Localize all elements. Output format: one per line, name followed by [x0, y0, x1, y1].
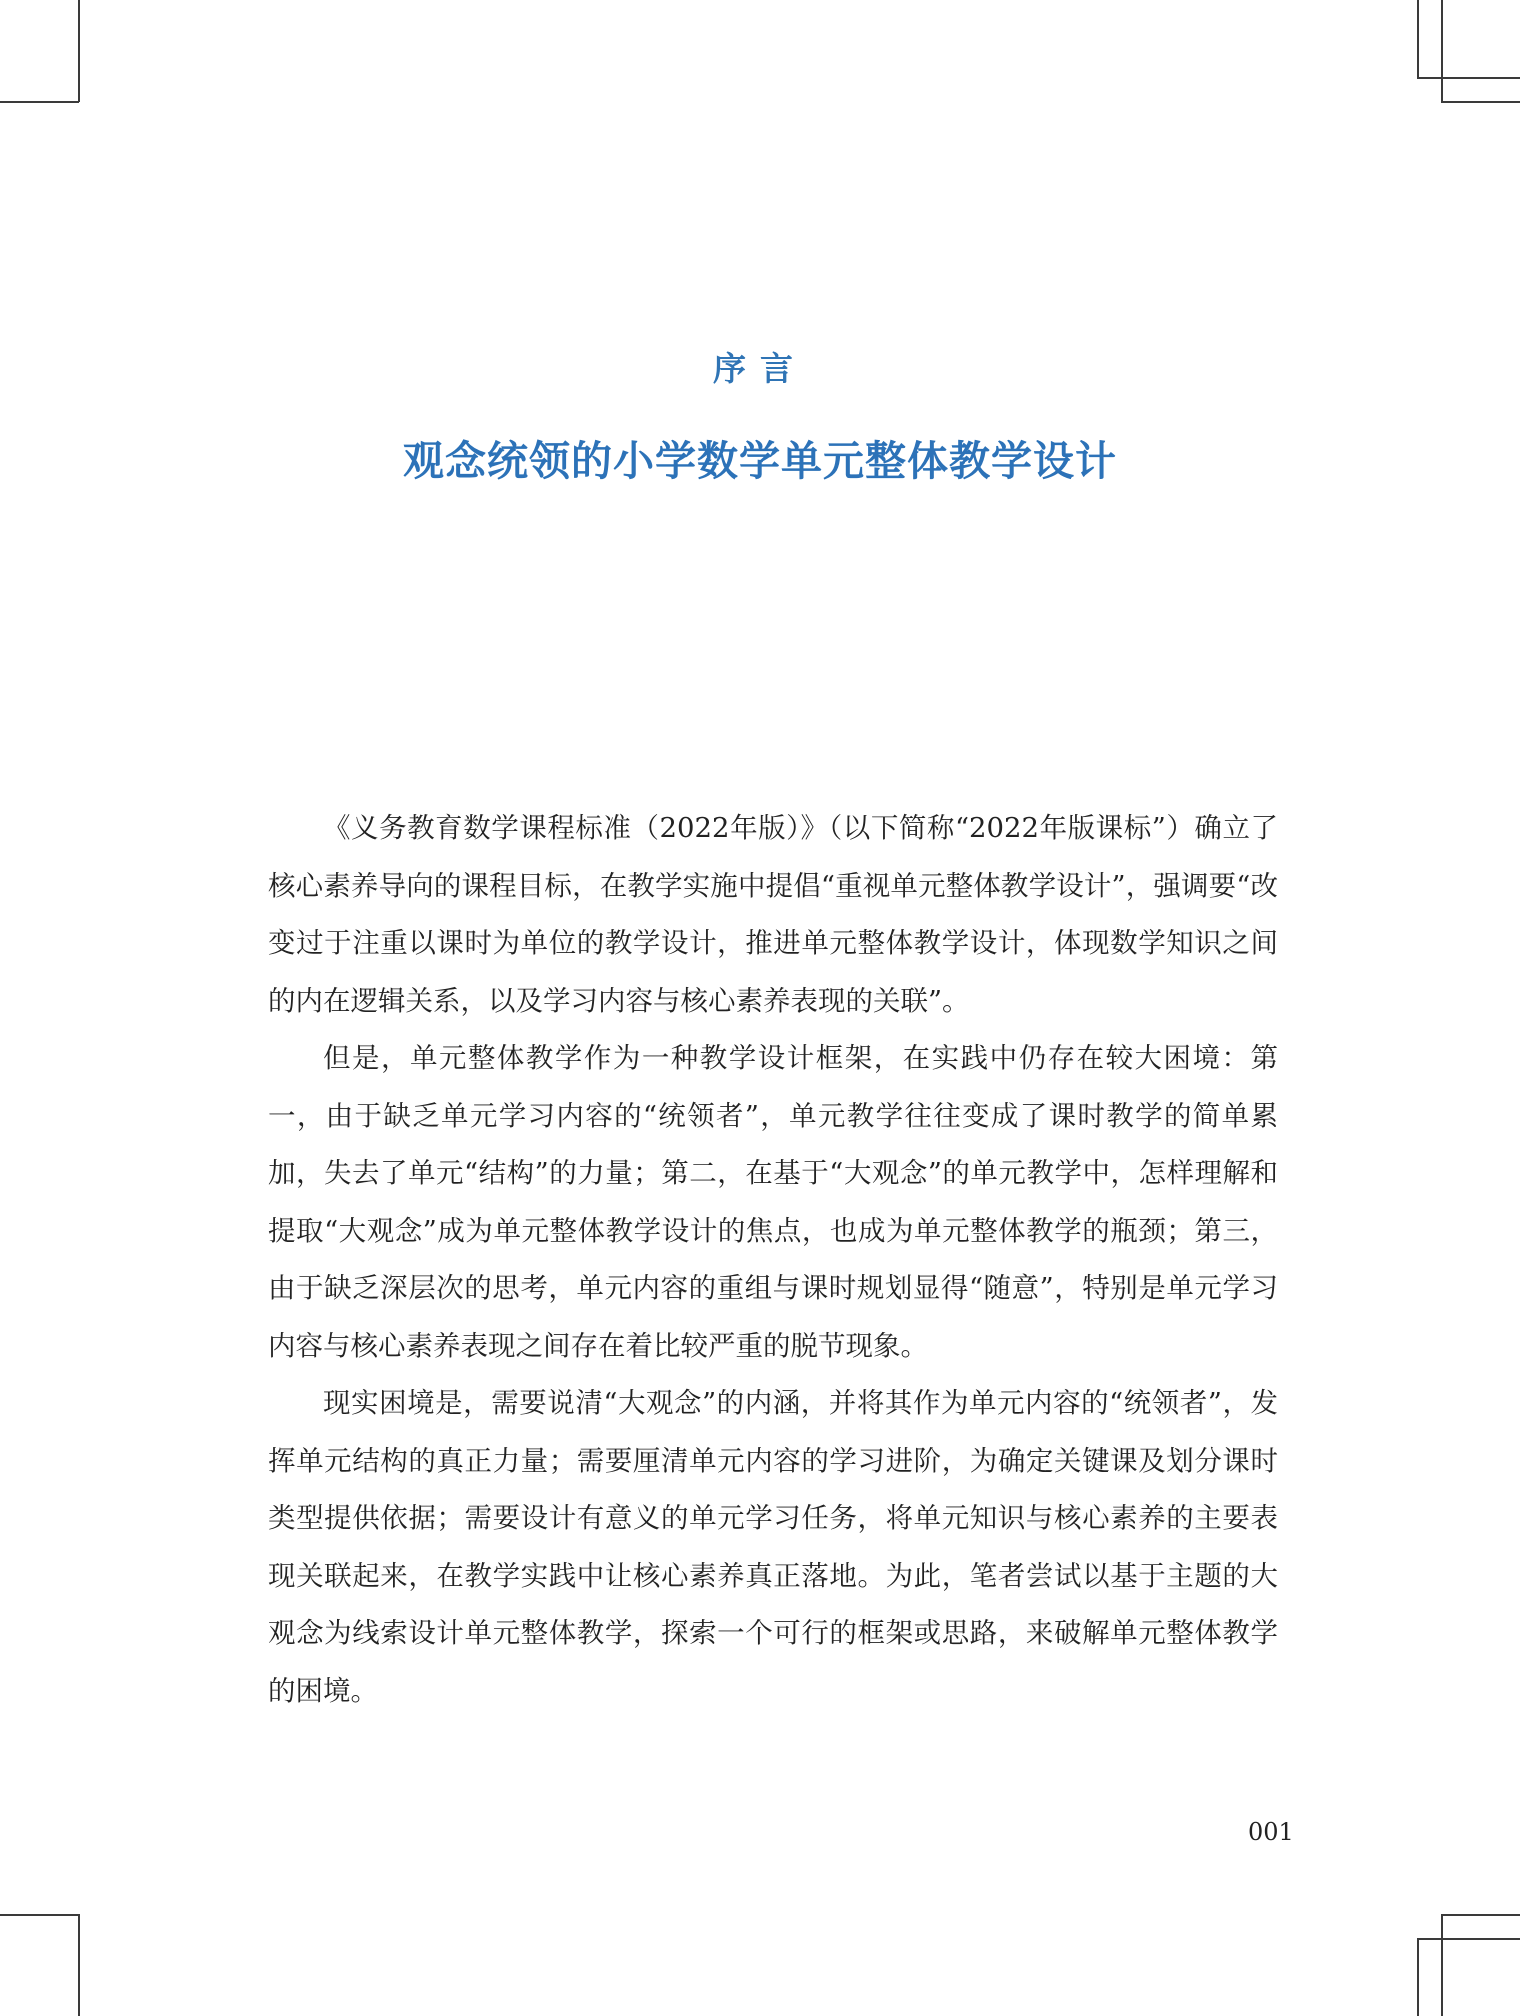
crop-mark-top-right-horizontal-inner: [1441, 101, 1520, 103]
crop-mark-top-right-horizontal-outer: [1417, 77, 1520, 79]
page-number: 001: [1248, 1818, 1294, 1846]
crop-mark-bottom-right-horizontal-outer: [1417, 1938, 1520, 1940]
paragraph: 但是，单元整体教学作为一种教学设计框架，在实践中仍存在较大困境：第一，由于缺乏单元学习内容的“统领者”，单元教学往往变成了课时教学的简单累加，失去了单元“结构”的力量；第二，在基于“大观念”的单元教学中，怎样理解和提取“大观念”成为单元整体教学设计的焦点，也成为单元整体教学的瓶颈；第三，由于缺乏深层次的思考，单元内容的重组与课时规划显得“随意”，特别是单元学习内容与核心素养表现之间存在着比较严重的脱节现象。: [268, 1042, 1278, 1362]
crop-mark-bottom-left-horizontal: [0, 1914, 79, 1916]
crop-mark-bottom-right-vertical-outer: [1417, 1938, 1419, 2016]
paragraph: 《义务教育数学课程标准（2022年版）》（以下简称“2022年版课标”）确立了核心素养导向的课程目标，在教学实施中提倡“重视单元整体教学设计”，强调要“改变过于注重以课时为单位的教学设计，推进单元整体教学设计，体现数学知识之间的内在逻辑关系，以及学习内容与核心素养表现的关联”。: [268, 812, 1278, 1017]
crop-mark-bottom-right-vertical-inner: [1441, 1914, 1443, 2016]
crop-mark-bottom-right-horizontal-inner: [1441, 1914, 1520, 1916]
paragraph: 现实困境是，需要说清“大观念”的内涵，并将其作为单元内容的“统领者”，发挥单元结构的真正力量；需要厘清单元内容的学习进阶，为确定关键课及划分课时类型提供依据；需要设计有意义的单元学习任务，将单元知识与核心素养的主要表现关联起来，在教学实践中让核心素养真正落地。为此，笔者尝试以基于主题的大观念为线索设计单元整体教学，探索一个可行的框架或思路，来破解单元整体教学的困境。: [268, 1387, 1278, 1707]
crop-mark-top-left-vertical: [78, 0, 80, 102]
crop-mark-top-right-vertical-outer: [1417, 0, 1419, 78]
crop-mark-bottom-left-vertical: [78, 1914, 80, 2016]
page-title: 观念统领的小学数学单元整体教学设计: [403, 437, 1117, 485]
crop-mark-top-right-vertical-inner: [1441, 0, 1443, 102]
body-text: [268, 800, 1278, 1720]
section-label: 序言: [713, 349, 807, 388]
crop-mark-top-left-horizontal: [0, 101, 79, 103]
